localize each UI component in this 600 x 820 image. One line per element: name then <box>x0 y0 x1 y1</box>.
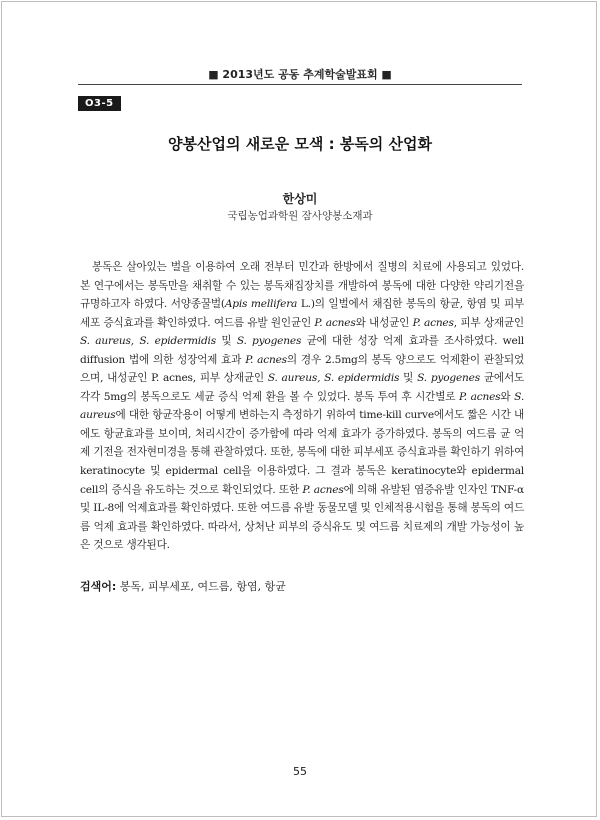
species-name: P. acnes <box>314 316 356 329</box>
keywords-label: 검색어: <box>80 580 117 593</box>
species-name: P. acnes <box>245 353 287 366</box>
paper-title: 양봉산업의 새로운 모색 : 봉독의 산업화 <box>168 135 432 153</box>
species-name: S. pyogenes <box>417 372 480 385</box>
abstract-body <box>80 258 524 555</box>
species-name: S. aureus, S. epidermidis <box>267 372 400 385</box>
author-name: 한상미 <box>282 192 318 206</box>
session-code-badge: O3-5 <box>78 96 121 111</box>
keywords-line <box>80 578 524 594</box>
running-header: ■ 2013년도 공동 추계학술발표회 ■ <box>208 68 392 81</box>
species-name: P. acnes <box>412 316 454 329</box>
abstract-text: 와 <box>500 390 515 403</box>
keywords-text: 봉독, 피부세포, 여드름, 항염, 항균 <box>116 580 286 593</box>
author-affiliation: 국립농업과학원 잠사양봉소재과 <box>227 210 373 222</box>
abstract-text: 와 내성균인 <box>355 316 413 329</box>
abstract-text: 및 <box>399 372 418 385</box>
species-name: Apis mellifera <box>224 298 298 311</box>
species-name: S. aureus, S. epidermidis <box>80 335 216 348</box>
abstract-text: 및 <box>215 335 237 348</box>
abstract-text: 봉독은 살아있는 벌을 이용하여 오래 전부터 민간과 한방에서 질병의 치료에 사용되고 있었다. 본 연구에서는 봉독만을 채취할 수 있는 봉독채집장치를 개발하여 봉독에 대한 다양한 약리기전을 규명하고자 하였다. 서양종꿀벌( <box>80 261 524 311</box>
header-rule <box>78 84 522 85</box>
abstract-text: 균에서도 각각 5mg의 봉독으로도 세균 증식 억제 환을 볼 수 있었다. 봉독 투여 후 시간별로 <box>80 372 525 403</box>
abstract-text: , 피부 상재균인 <box>453 316 524 329</box>
species-name: P. acnes <box>458 390 501 403</box>
species-name: S. aureus <box>80 390 525 422</box>
abstract-text: 의 경우 2.5mg의 봉독 양으로도 억제환이 관찰되었으며, 내성균인 P. acnes, 피부 상재균인 <box>80 353 524 385</box>
abstract-text: 균에 대한 성장 억제 효과를 조사하였다. well diffusion 법에 의한 성장억제 효과 <box>80 335 524 366</box>
page-number: 55 <box>293 765 307 778</box>
abstract-text: 에 대한 항균작용이 어떻게 변하는지 측정하기 위하여 time-kill curve에서도 짧은 시간 내에도 항균효과를 보이며, 처리시간이 증가함에 따라 억제 효과가 증가하였다. 봉독의 여드름 균 억제 기전을 전자현미경을 통해 관찰하였다. 또한, 봉독에 대한 피부세포 증식효과를 확인하기 위하여 keratinocyte 및 epidermal cell을 이용하였다. 그 결과 봉독은 keratinocyte와 epidermal cell의 증식을 유도하는 것으로 확인되었다. 또한 <box>80 409 524 496</box>
species-name: S. pyogenes <box>236 335 302 348</box>
abstract-text: 에 의해 유발된 염증유발 인자인 TNF-α 및 IL-8에 억제효과를 확인하였다. 또한 여드름 유발 동물모델 및 인체적용시험을 통해 봉독의 여드름 억제 효과를 확인하였다. 따라서, 상처난 피부의 증식유도 및 여드름 치료제의 개발 가능성이 높은 것으로 생각된다. <box>80 483 524 552</box>
species-name: P. acnes <box>302 483 344 496</box>
abstract-text: L.)의 일벌에서 채집한 봉독의 항균, 항염 및 피부세포 증식효과를 확인하였다. 여드름 유발 원인균인 <box>80 298 525 329</box>
